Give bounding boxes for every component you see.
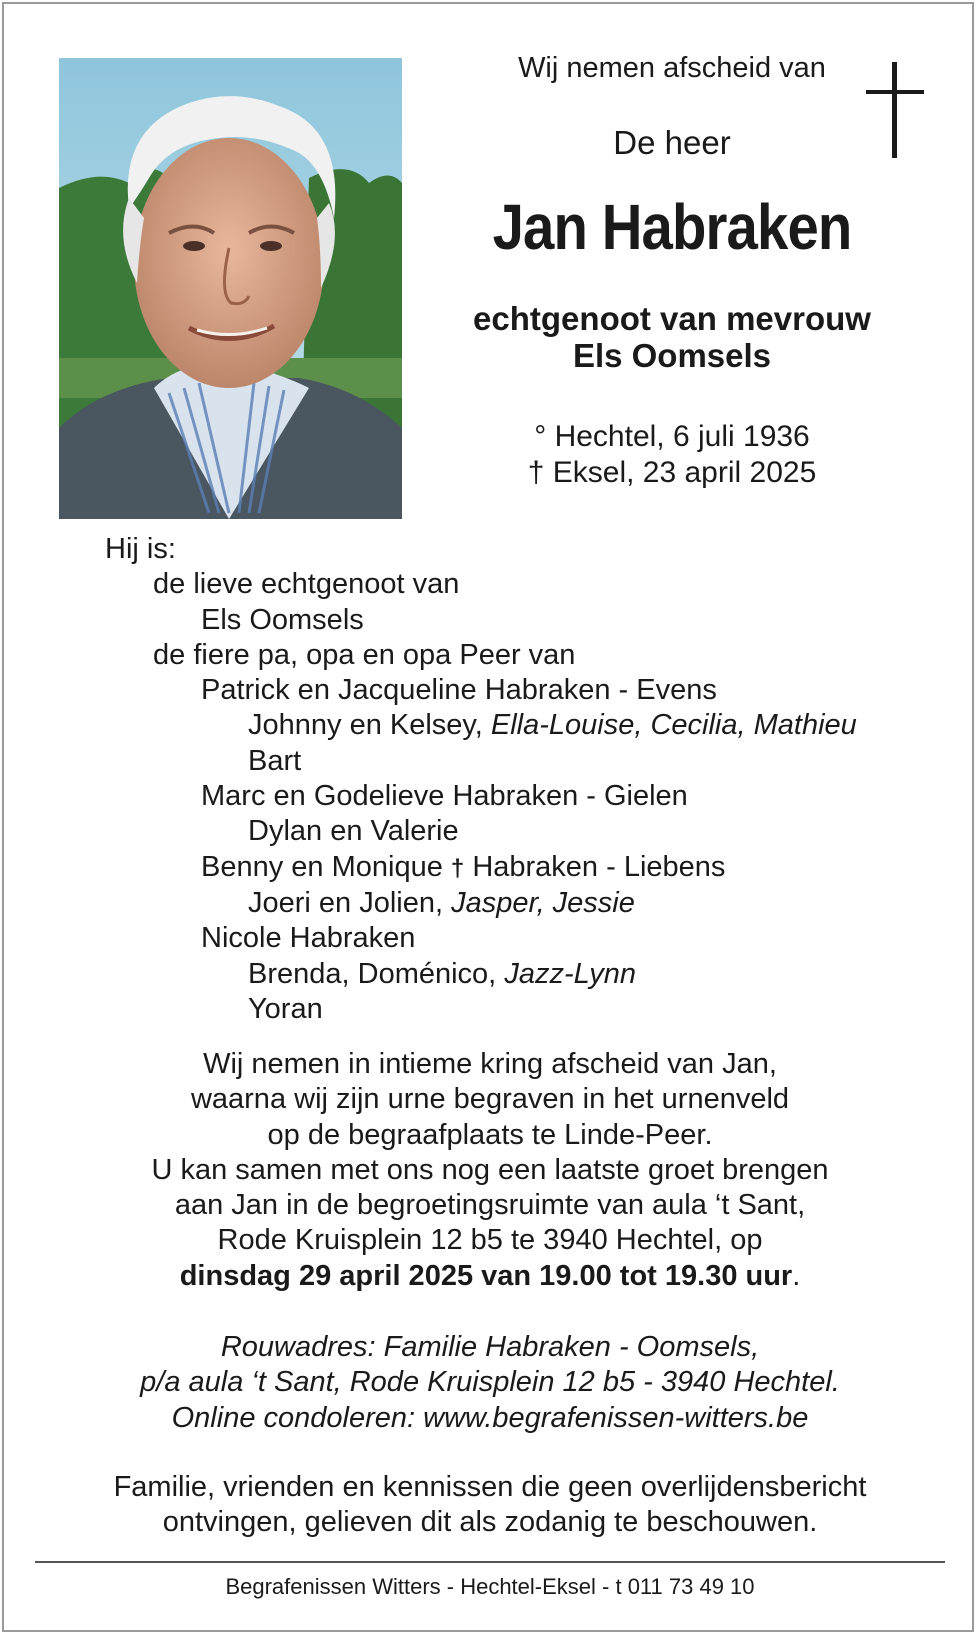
spouse-role: de lieve echtgenoot van (153, 568, 460, 601)
grandchildren-line: Dylan en Valerie (248, 815, 459, 848)
portrait-photo (59, 58, 402, 519)
spouse-relation: echtgenoot van mevrouw (473, 300, 871, 337)
grandchildren-line: Johnny en Kelsey, Ella-Louise, Cecilia, Mathieu (248, 709, 857, 742)
deceased-name: Jan Habraken (492, 191, 852, 263)
footer-divider (35, 1561, 945, 1563)
grandchildren-line: Brenda, Doménico, Jazz-Lynn (248, 957, 636, 990)
death-date: † Eksel, 23 april 2025 (527, 456, 817, 489)
intro-text: Wij nemen afscheid van (518, 52, 826, 84)
honorific: De heer (613, 124, 731, 161)
notice-text: Familie, vrienden en kennissen die geen overlijdensbericht ontvingen, gelieven dit als zodanig te beschouwen. (113, 1471, 867, 1539)
grandchildren-line: Joeri en Jolien, Jasper, Jessie (248, 886, 635, 919)
condolence-link[interactable]: Online condoleren: www.begrafenissen-witters.be (171, 1401, 809, 1434)
spouse-line (440, 300, 904, 374)
life-dates (440, 419, 904, 491)
deceased-cross-icon: † (450, 854, 465, 882)
ceremony-date: dinsdag 29 april 2025 van 19.00 tot 19.30 uur. (179, 1259, 801, 1292)
grandchildren-line: Bart (248, 744, 302, 777)
child-name: Benny en Monique † Habraken - Liebens (201, 850, 726, 883)
child-name: Nicole Habraken (201, 922, 416, 955)
spouse-name: Els Oomsels (572, 337, 772, 374)
ceremony-text: Wij nemen in intieme kring afscheid van Jan, waarna wij zijn urne begraven in het urnenveld op de begraafplaats te Linde-Peer. U kan samen met ons nog een laatste groet brengen aan Jan in de begroetingsruimte van aula ‘t Sant, Rode Kruisplein 12 b5 te 3940 Hechtel, op dinsdag 29 april 2025 van 19.00 tot 19.30 uur. (40, 1047, 940, 1294)
family-intro: Hij is: (105, 533, 176, 565)
parent-role: de fiere pa, opa en opa Peer van (153, 638, 576, 671)
spouse-name-list: Els Oomsels (201, 603, 364, 636)
mourning-address: Rouwadres: Familie Habraken - Oomsels, p/a aula ‘t Sant, Rode Kruisplein 12 b5 - 3940 Hechtel. Online condoleren: www.begrafenissen-witters.be (40, 1330, 940, 1436)
child-name: Patrick en Jacqueline Habraken - Evens (201, 674, 717, 707)
funeral-home-footer: Begrafenissen Witters - Hechtel-Eksel - t 011 73 49 10 (225, 1574, 755, 1599)
birth-date: ° Hechtel, 6 juli 1936 (534, 420, 810, 453)
child-name: Marc en Godelieve Habraken - Gielen (201, 780, 688, 813)
family-list (105, 532, 857, 1027)
grandchildren-line: Yoran (248, 992, 323, 1025)
